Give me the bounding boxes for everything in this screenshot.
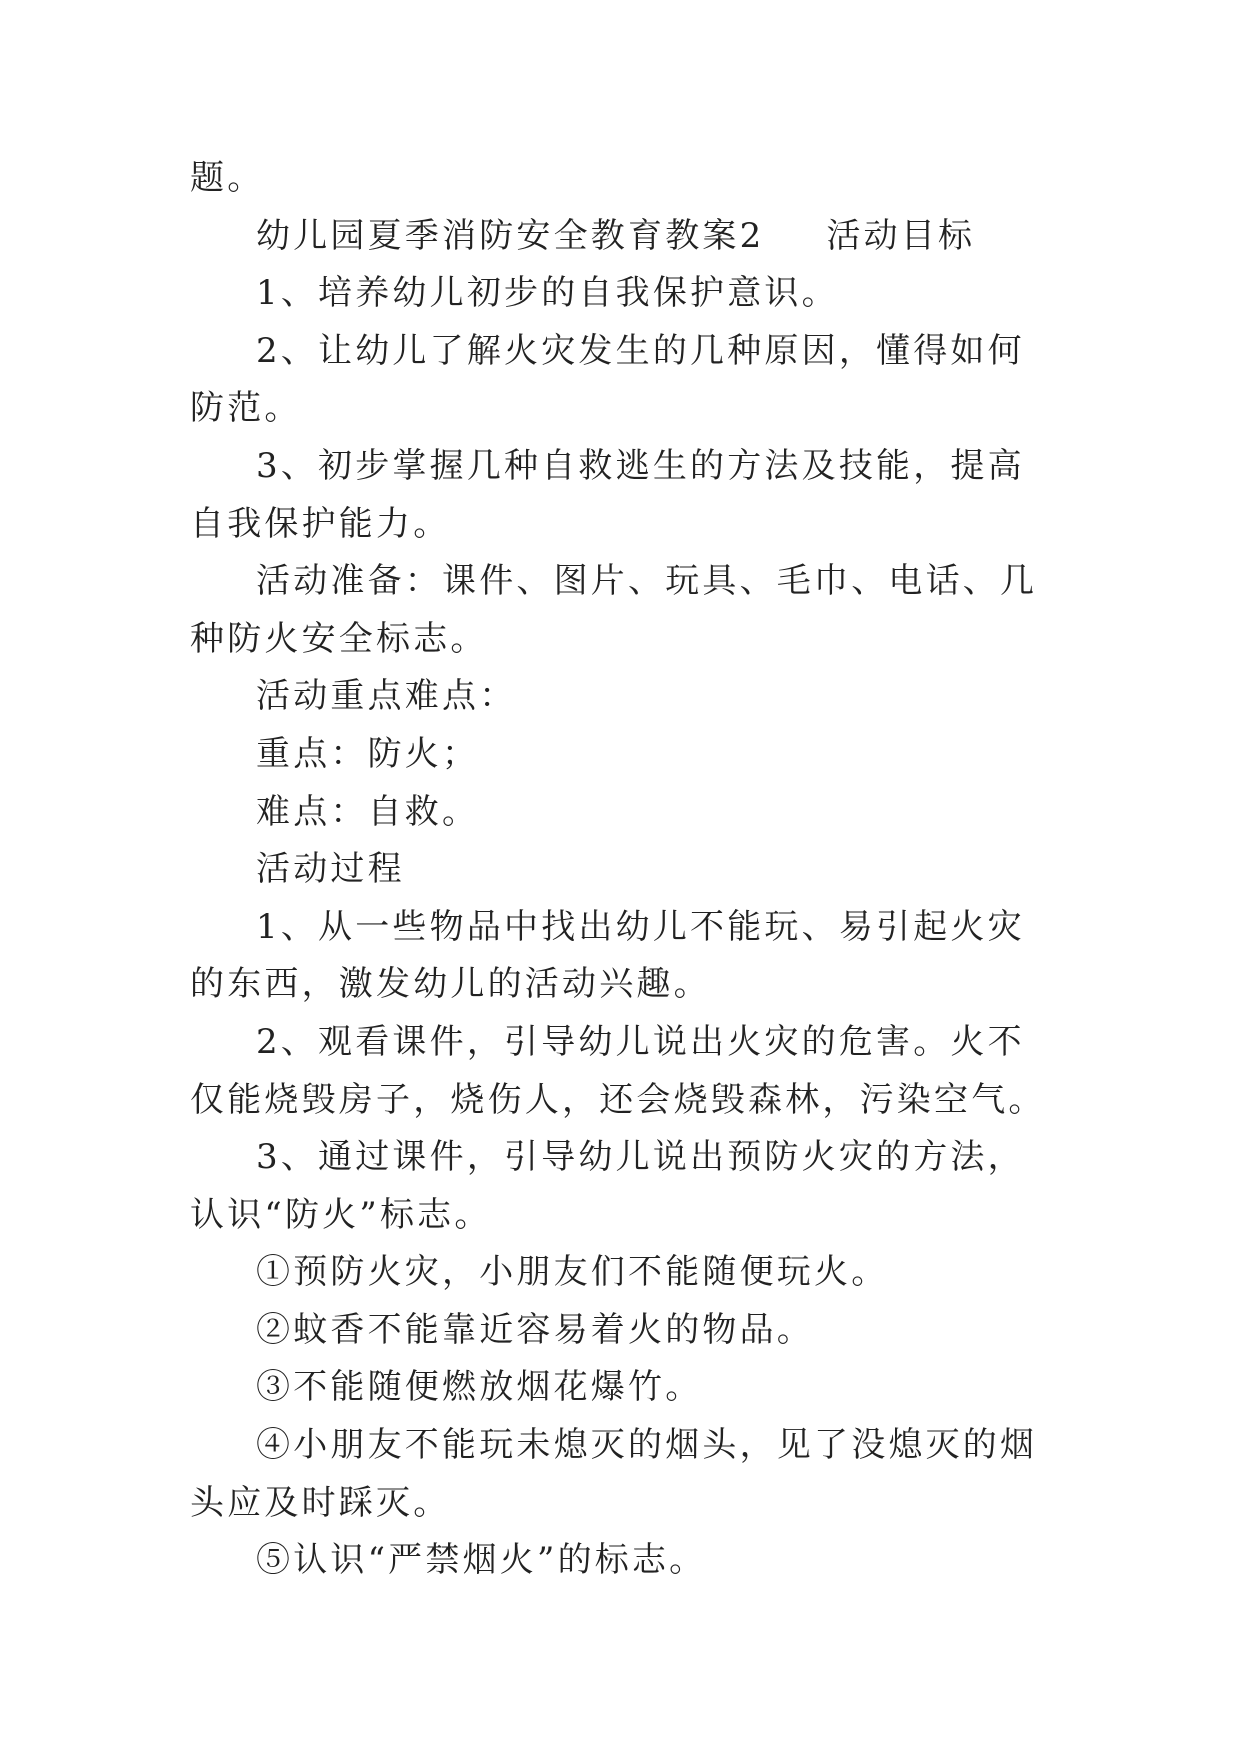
list-item-2: ②蚊香不能靠近容易着火的物品。 — [256, 1309, 814, 1350]
paragraph-preparation: 活动准备：课件、图片、玩具、毛巾、电话、几种防火安全标志。 — [190, 561, 1038, 659]
paragraph-process-heading: 活动过程 — [256, 849, 405, 890]
paragraph-goal-3: 3、初步掌握几种自救逃生的方法及技能，提高自我保护能力。 — [190, 445, 1025, 544]
paragraph-key-point: 重点：防火； — [256, 733, 480, 774]
paragraph-goal-1: 1、培养幼儿初步的自我保护意识。 — [256, 273, 839, 314]
section-heading-goals: 活动目标 — [826, 215, 976, 256]
section-title: 幼儿园夏季消防安全教育教案2 — [256, 215, 765, 256]
list-item-4: ④小朋友不能玩未熄灭的烟头，见了没熄灭的烟头应及时踩灭。 — [190, 1425, 1038, 1523]
paragraph-goal-2: 2、让幼儿了解火灾发生的几种原因，懂得如何防范。 — [190, 330, 1025, 429]
document-body — [190, 150, 1060, 1590]
paragraph-process-2: 2、观看课件，引导幼儿说出火灾的危害。火不仅能烧毁房子，烧伤人，还会烧毁森林，污染空气。 — [190, 1021, 1046, 1120]
paragraph-process-3: 3、通过课件，引导幼儿说出预防火灾的方法，认识“防火”标志。 — [190, 1137, 1025, 1235]
paragraph-continuation: 题。 — [190, 158, 265, 198]
list-item-3: ③不能随便燃放烟花爆竹。 — [256, 1367, 703, 1408]
paragraph-process-1: 1、从一些物品中找出幼儿不能玩、易引起火灾的东西，激发幼儿的活动兴趣。 — [190, 906, 1025, 1005]
list-item-5: ⑤认识“严禁烟火”的标志。 — [256, 1540, 707, 1581]
paragraph-difficult-point: 难点：自救。 — [256, 791, 480, 832]
paragraph-key-points-heading: 活动重点难点： — [256, 676, 517, 717]
list-item-1: ①预防火灾，小朋友们不能随便玩火。 — [256, 1252, 889, 1293]
paragraph-section-title — [190, 208, 1060, 266]
